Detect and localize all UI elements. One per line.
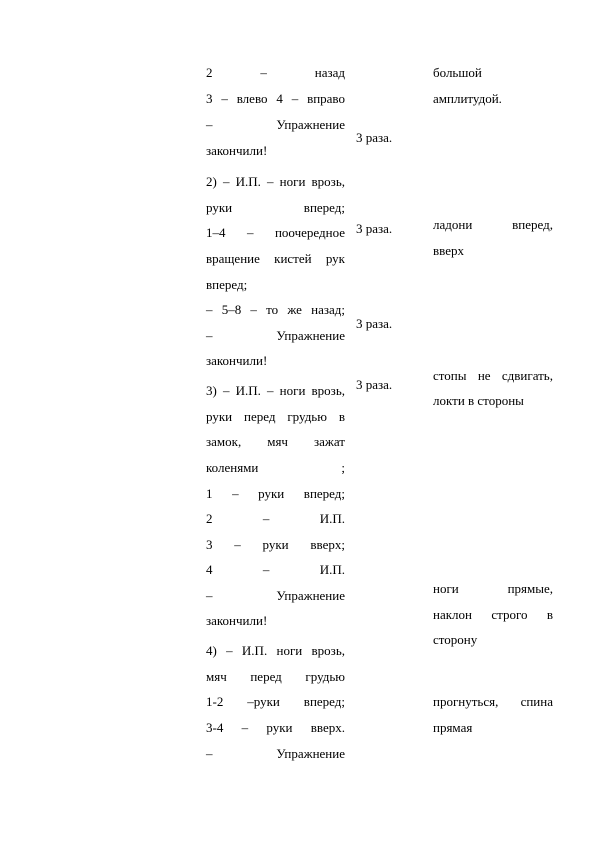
exercise-text-line: руки вперед; <box>206 200 345 215</box>
exercise-text-line: – 5–8 – то же назад; <box>206 302 345 317</box>
exercise-text-line: 3-4 – руки вверх. <box>206 720 345 735</box>
exercise-text-line: закончили! <box>206 353 268 368</box>
exercise-text-line: вращение кистей рук <box>206 251 345 266</box>
exercise-text-line: – Упражнение <box>206 746 345 761</box>
exercise-text-line: 3 – руки вверх; <box>206 537 345 552</box>
instruction-text-line: вверх <box>433 243 464 258</box>
exercise-text-line: 2 – назад <box>206 65 345 80</box>
exercise-text-line: закончили! <box>206 143 268 158</box>
exercise-text-line: 1 – руки вперед; <box>206 486 345 501</box>
instruction-text-line: амплитудой. <box>433 91 502 106</box>
repetitions-text: 3 раза. <box>356 316 393 331</box>
exercise-text-line: мяч перед грудью <box>206 669 345 684</box>
instruction-text-line: наклон строго в <box>433 607 553 622</box>
exercise-text-line: – Упражнение <box>206 117 345 132</box>
exercise-text-line: закончили! <box>206 613 268 628</box>
exercise-text-line: 4 – И.П. <box>206 562 345 577</box>
instruction-text-line: ноги прямые, <box>433 581 553 596</box>
instruction-text-line: сторону <box>433 632 478 647</box>
instruction-text-line: локти в стороны <box>433 393 524 408</box>
instruction-text-line: прямая <box>433 720 473 735</box>
exercise-text-line: 1-2 –руки вперед; <box>206 694 345 709</box>
exercise-text-line: коленями ; <box>206 460 345 475</box>
repetitions-text: 3 раза. <box>356 130 393 145</box>
exercise-text-line: 2 – И.П. <box>206 511 345 526</box>
repetitions-text: 3 раза. <box>356 377 393 392</box>
instruction-text-line: прогнуться, спина <box>433 694 553 709</box>
exercise-text-line: руки перед грудью в <box>206 409 345 424</box>
exercise-text-line: замок, мяч зажат <box>206 434 345 449</box>
exercise-text-line: вперед; <box>206 277 248 292</box>
exercise-text-line: 3) – И.П. – ноги врозь, <box>206 383 345 398</box>
exercise-text-line: – Упражнение <box>206 588 345 603</box>
exercise-text-line: 3 – влево 4 – вправо <box>206 91 345 106</box>
exercise-text-line: 2) – И.П. – ноги врозь, <box>206 174 345 189</box>
exercise-text-line: – Упражнение <box>206 328 345 343</box>
instruction-text-line: ладони вперед, <box>433 217 553 232</box>
instruction-text-line: стопы не сдвигать, <box>433 368 553 383</box>
exercise-text-line: 4) – И.П. ноги врозь, <box>206 643 345 658</box>
instruction-text-line: большой <box>433 65 482 80</box>
repetitions-text: 3 раза. <box>356 221 393 236</box>
exercise-text-line: 1–4 – поочередное <box>206 225 345 240</box>
